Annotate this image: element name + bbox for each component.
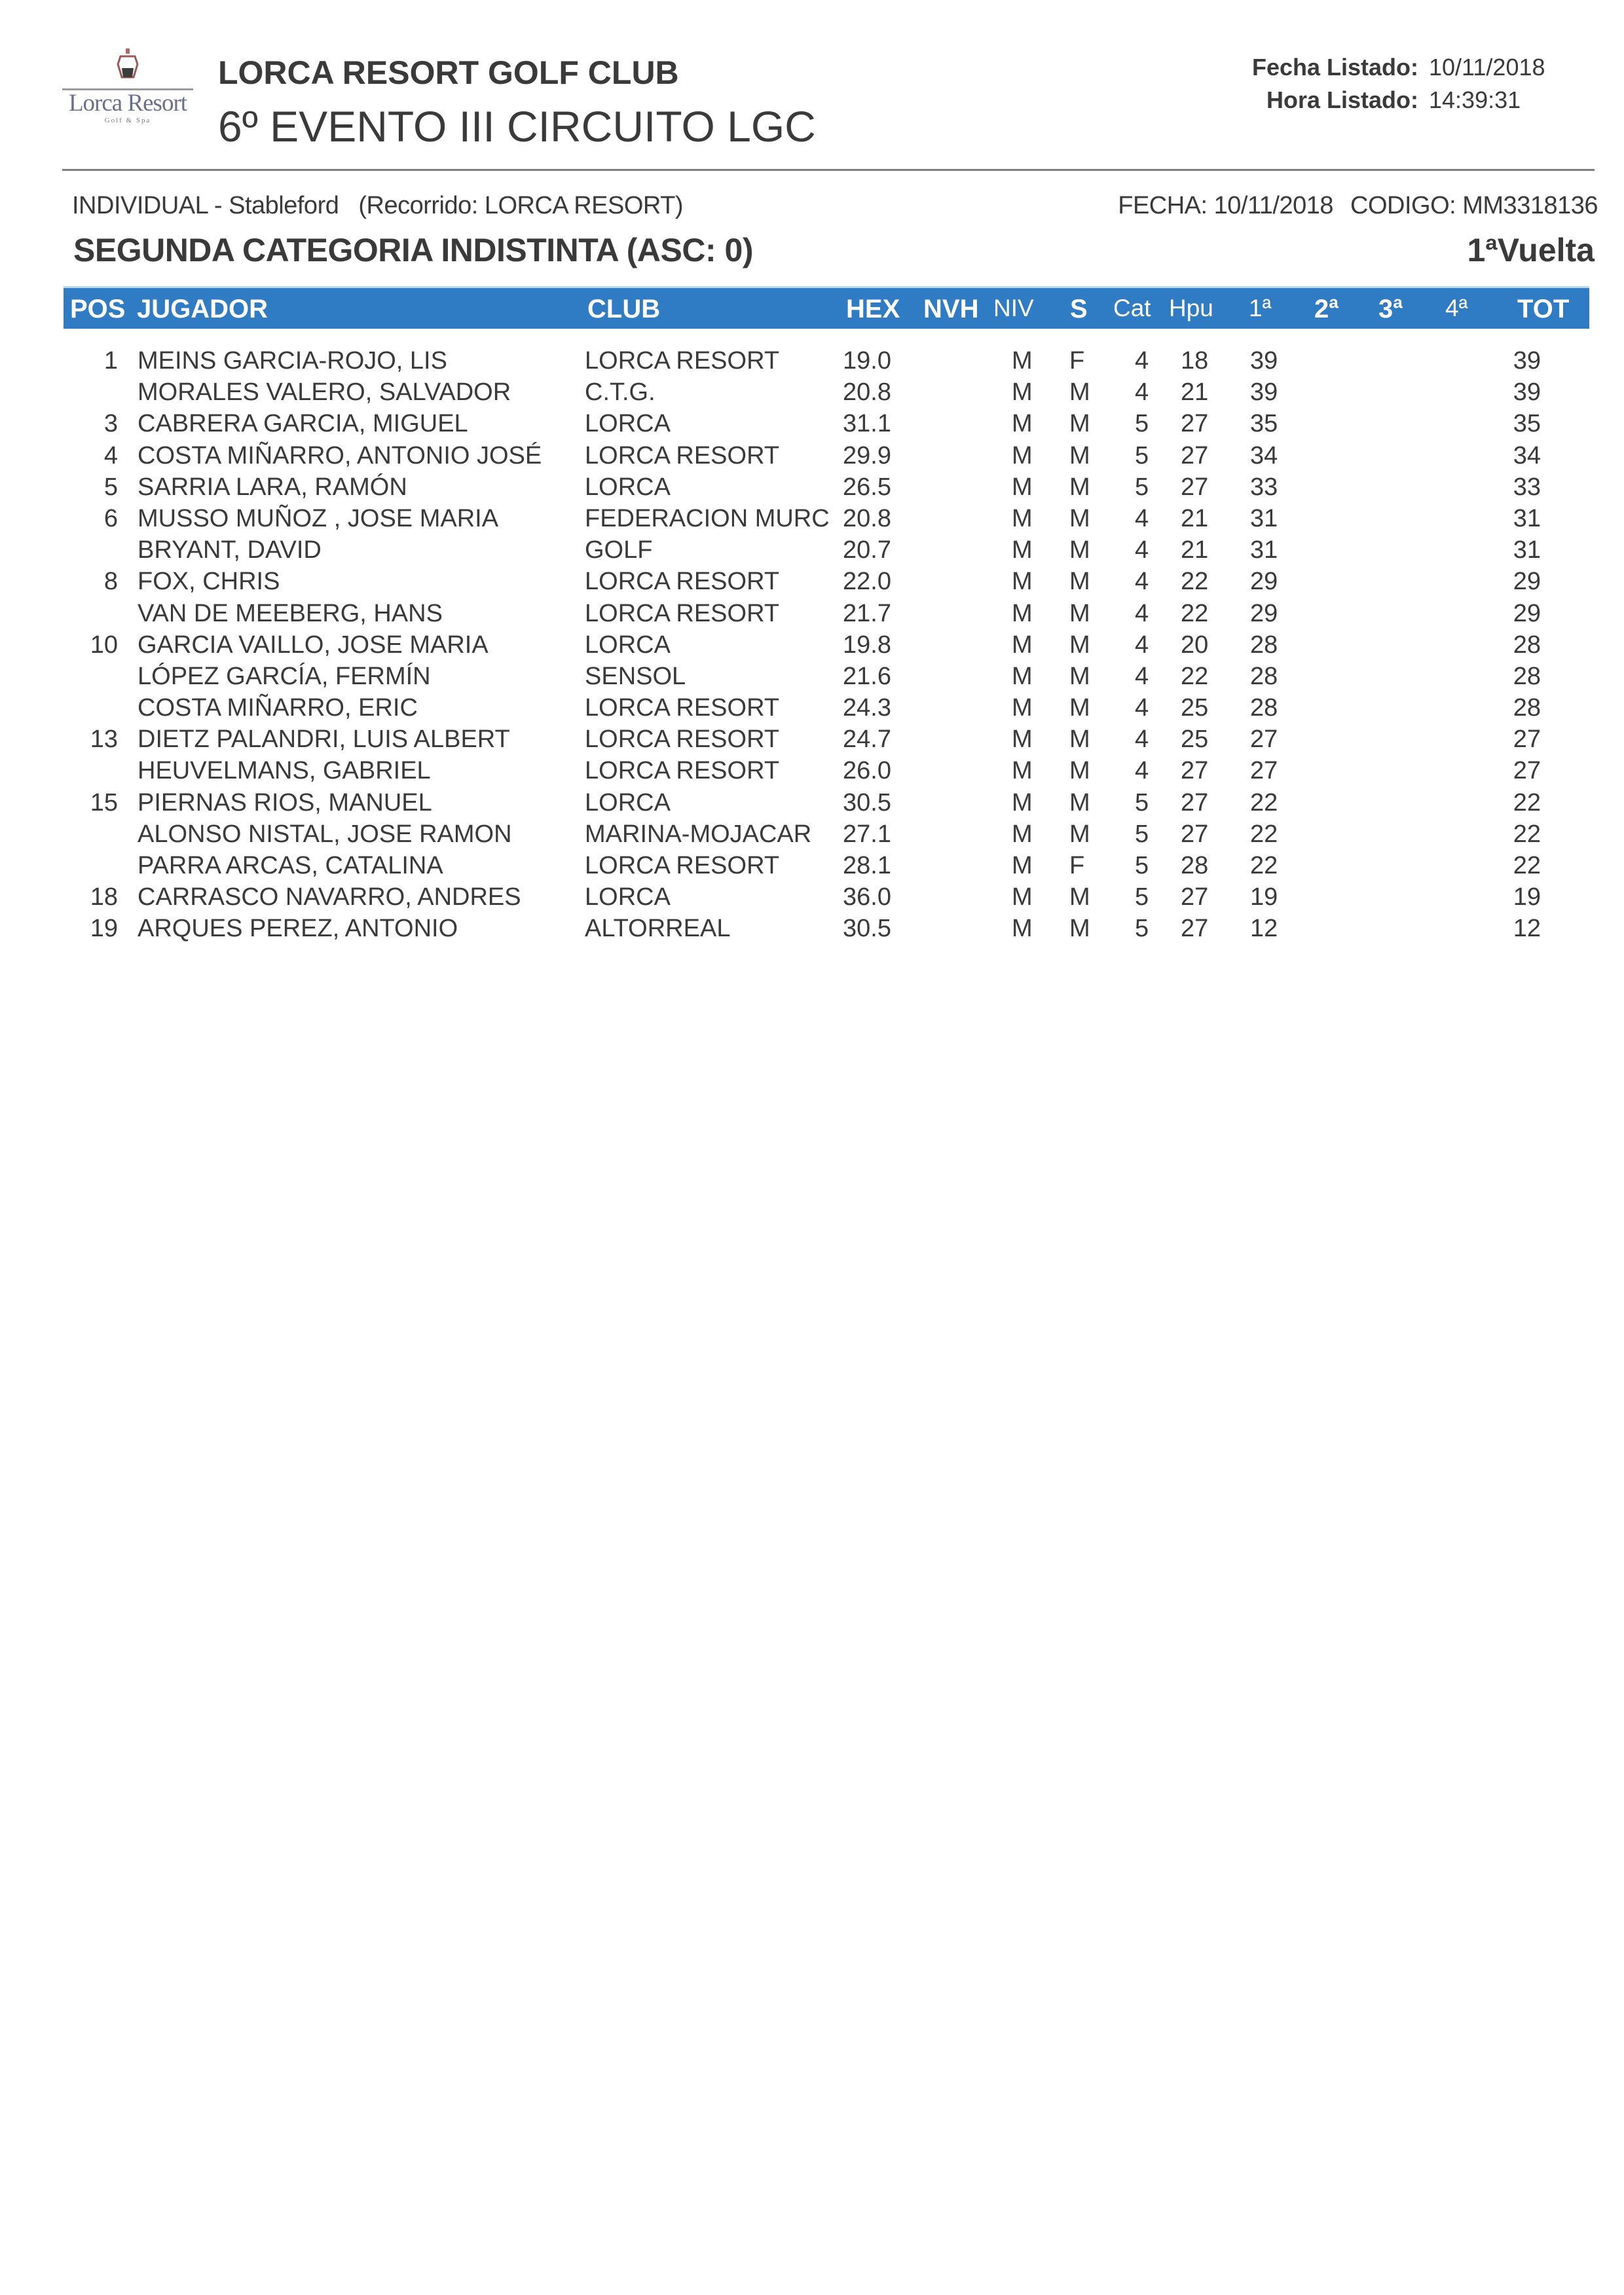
sex-cell: M <box>1069 788 1090 817</box>
total-score-cell: 27 <box>1513 757 1541 785</box>
table-row <box>0 442 1624 473</box>
listing-time-value: 14:39:31 <box>1429 86 1521 113</box>
category-cell: 4 <box>1135 568 1149 596</box>
total-score-cell: 22 <box>1513 820 1541 848</box>
sex-cell: F <box>1069 347 1085 375</box>
category-cell: 5 <box>1135 410 1149 438</box>
handicap-exact-cell: 27.1 <box>843 820 891 848</box>
club-cell: LORCA RESORT <box>585 441 780 469</box>
level-cell: M <box>1012 536 1033 564</box>
position-cell: 6 <box>103 504 118 532</box>
col-header-s: S <box>1070 295 1088 323</box>
sex-cell: M <box>1069 504 1090 532</box>
round1-score-cell: 22 <box>1250 788 1278 817</box>
total-score-cell: 28 <box>1513 694 1541 722</box>
sex-cell: M <box>1069 410 1090 438</box>
col-header-pos: POS <box>70 295 126 323</box>
total-score-cell: 12 <box>1513 915 1541 943</box>
handicap-exact-cell: 21.7 <box>843 599 891 627</box>
table-row <box>0 694 1624 725</box>
category-cell: 4 <box>1135 347 1149 375</box>
sex-cell: F <box>1069 852 1085 879</box>
category-cell: 4 <box>1135 378 1149 407</box>
sex-cell: M <box>1069 883 1090 911</box>
level-cell: M <box>1012 757 1033 785</box>
level-cell: M <box>1012 852 1033 879</box>
col-header-round3: 3ª <box>1378 295 1403 323</box>
sex-cell: M <box>1069 725 1090 754</box>
playing-handicap-cell: 27 <box>1181 410 1209 438</box>
col-header-nvh: NVH <box>923 295 979 323</box>
handicap-exact-cell: 22.0 <box>843 568 891 596</box>
col-header-hpu: Hpu <box>1169 295 1213 321</box>
playing-handicap-cell: 22 <box>1181 662 1209 690</box>
level-cell: M <box>1012 788 1033 817</box>
table-row <box>0 757 1624 788</box>
level-cell: M <box>1012 662 1033 690</box>
table-row <box>0 883 1624 915</box>
level-cell: M <box>1012 883 1033 911</box>
playing-handicap-cell: 21 <box>1181 378 1209 407</box>
sex-cell: M <box>1069 378 1090 407</box>
category-cell: 4 <box>1135 504 1149 532</box>
round1-score-cell: 31 <box>1250 536 1278 564</box>
round1-score-cell: 33 <box>1250 473 1278 501</box>
category-cell: 5 <box>1135 473 1149 501</box>
category-cell: 4 <box>1135 536 1149 564</box>
total-score-cell: 29 <box>1513 568 1541 596</box>
total-score-cell: 34 <box>1513 441 1541 469</box>
category-cell: 5 <box>1135 883 1149 911</box>
table-row <box>0 852 1624 883</box>
table-row <box>0 505 1624 536</box>
handicap-exact-cell: 21.6 <box>843 662 891 690</box>
table-row <box>0 378 1624 410</box>
competition-code: CODIGO: MM3318136 <box>1350 192 1598 219</box>
category-cell: 5 <box>1135 788 1149 817</box>
club-cell: GOLF <box>585 536 653 564</box>
total-score-cell: 33 <box>1513 473 1541 501</box>
level-cell: M <box>1012 473 1033 501</box>
table-row <box>0 725 1624 757</box>
col-header-round1: 1ª <box>1249 295 1272 321</box>
category-cell: 5 <box>1135 820 1149 848</box>
player-name-cell: BRYANT, DAVID <box>138 536 322 564</box>
table-row <box>0 473 1624 505</box>
category-title: SEGUNDA CATEGORIA INDISTINTA (ASC: 0) <box>73 232 753 268</box>
col-header-round4: 4ª <box>1445 295 1468 321</box>
player-name-cell: CABRERA GARCIA, MIGUEL <box>138 410 468 438</box>
club-cell: LORCA <box>585 410 671 438</box>
position-cell: 10 <box>90 631 118 659</box>
col-header-niv: NIV <box>993 295 1034 321</box>
total-score-cell: 39 <box>1513 378 1541 407</box>
col-header-club: CLUB <box>587 295 661 323</box>
category-cell: 4 <box>1135 757 1149 785</box>
player-name-cell: DIETZ PALANDRI, LUIS ALBERT <box>138 725 510 754</box>
handicap-exact-cell: 20.7 <box>843 536 891 564</box>
round1-score-cell: 34 <box>1250 441 1278 469</box>
playing-handicap-cell: 21 <box>1181 504 1209 532</box>
level-cell: M <box>1012 504 1033 532</box>
total-score-cell: 29 <box>1513 599 1541 627</box>
handicap-exact-cell: 20.8 <box>843 378 891 407</box>
results-table-body <box>0 347 1624 947</box>
player-name-cell: PARRA ARCAS, CATALINA <box>138 852 443 879</box>
position-cell: 4 <box>103 441 118 469</box>
position-cell: 8 <box>103 568 118 596</box>
position-cell: 15 <box>90 788 118 817</box>
playing-handicap-cell: 27 <box>1181 788 1209 817</box>
event-title: 6º EVENTO III CIRCUITO LGC <box>218 102 816 151</box>
total-score-cell: 31 <box>1513 536 1541 564</box>
competition-date-code <box>1118 192 1598 220</box>
handicap-exact-cell: 31.1 <box>843 410 891 438</box>
sex-cell: M <box>1069 441 1090 469</box>
player-name-cell: SARRIA LARA, RAMÓN <box>138 473 407 501</box>
col-header-player: JUGADOR <box>137 295 268 323</box>
table-row <box>0 568 1624 599</box>
round1-score-cell: 29 <box>1250 599 1278 627</box>
club-cell: MARINA-MOJACAR <box>585 820 812 848</box>
handicap-exact-cell: 19.8 <box>843 631 891 659</box>
total-score-cell: 27 <box>1513 725 1541 754</box>
player-name-cell: FOX, CHRIS <box>138 568 280 596</box>
table-row <box>0 347 1624 378</box>
sex-cell: M <box>1069 694 1090 722</box>
level-cell: M <box>1012 378 1033 407</box>
player-name-cell: LÓPEZ GARCÍA, FERMÍN <box>138 662 431 690</box>
listing-time-label: Hora Listado: <box>1266 86 1418 113</box>
handicap-exact-cell: 24.3 <box>843 694 891 722</box>
level-cell: M <box>1012 631 1033 659</box>
playing-handicap-cell: 27 <box>1181 820 1209 848</box>
playing-handicap-cell: 27 <box>1181 883 1209 911</box>
round1-score-cell: 27 <box>1250 725 1278 754</box>
playing-handicap-cell: 25 <box>1181 694 1209 722</box>
player-name-cell: MEINS GARCIA-ROJO, LIS <box>138 347 447 375</box>
category-cell: 5 <box>1135 852 1149 879</box>
playing-handicap-cell: 27 <box>1181 757 1209 785</box>
logo-wordmark: Lorca Resort <box>68 90 187 117</box>
round1-score-cell: 29 <box>1250 568 1278 596</box>
round1-score-cell: 19 <box>1250 883 1278 911</box>
table-row <box>0 631 1624 663</box>
player-name-cell: VAN DE MEEBERG, HANS <box>138 599 443 627</box>
sex-cell: M <box>1069 757 1090 785</box>
handicap-exact-cell: 36.0 <box>843 883 891 911</box>
table-row <box>0 410 1624 441</box>
club-cell: LORCA RESORT <box>585 568 780 596</box>
club-name: LORCA RESORT GOLF CLUB <box>218 54 679 91</box>
round1-score-cell: 12 <box>1250 915 1278 943</box>
logo-tagline: Golf & Spa <box>104 117 151 124</box>
competition-format <box>72 192 683 220</box>
table-row <box>0 600 1624 631</box>
round1-score-cell: 27 <box>1250 757 1278 785</box>
club-cell: SENSOL <box>585 662 686 690</box>
player-name-cell: HEUVELMANS, GABRIEL <box>138 757 431 785</box>
col-header-cat: Cat <box>1113 295 1151 321</box>
player-name-cell: MUSSO MUÑOZ , JOSE MARIA <box>138 504 499 532</box>
player-name-cell: GARCIA VAILLO, JOSE MARIA <box>138 631 489 659</box>
total-score-cell: 19 <box>1513 883 1541 911</box>
round1-score-cell: 39 <box>1250 347 1278 375</box>
course-text: (Recorrido: LORCA RESORT) <box>358 192 684 219</box>
category-cell: 4 <box>1135 725 1149 754</box>
player-name-cell: CARRASCO NAVARRO, ANDRES <box>138 883 521 911</box>
playing-handicap-cell: 21 <box>1181 536 1209 564</box>
round1-score-cell: 22 <box>1250 852 1278 879</box>
listing-info <box>1252 51 1572 117</box>
table-row <box>0 789 1624 820</box>
col-header-hex: HEX <box>846 295 900 323</box>
sex-cell: M <box>1069 599 1090 627</box>
sex-cell: M <box>1069 473 1090 501</box>
club-cell: LORCA <box>585 631 671 659</box>
playing-handicap-cell: 28 <box>1181 852 1209 879</box>
position-cell: 13 <box>90 725 118 754</box>
club-cell: LORCA RESORT <box>585 725 780 754</box>
round1-score-cell: 39 <box>1250 378 1278 407</box>
playing-handicap-cell: 25 <box>1181 725 1209 754</box>
club-cell: ALTORREAL <box>585 915 731 943</box>
round1-score-cell: 28 <box>1250 631 1278 659</box>
col-header-total: TOT <box>1517 295 1570 323</box>
handicap-exact-cell: 26.5 <box>843 473 891 501</box>
club-cell: LORCA RESORT <box>585 852 780 879</box>
total-score-cell: 28 <box>1513 631 1541 659</box>
category-cell: 5 <box>1135 441 1149 469</box>
club-cell: LORCA <box>585 883 671 911</box>
total-score-cell: 31 <box>1513 504 1541 532</box>
handicap-exact-cell: 28.1 <box>843 852 891 879</box>
player-name-cell: ALONSO NISTAL, JOSE RAMON <box>138 820 512 848</box>
club-cell: LORCA RESORT <box>585 347 780 375</box>
position-cell: 19 <box>90 915 118 943</box>
listing-date-label: Fecha Listado: <box>1251 54 1418 81</box>
club-cell: LORCA RESORT <box>585 599 780 627</box>
sex-cell: M <box>1069 536 1090 564</box>
playing-handicap-cell: 18 <box>1181 347 1209 375</box>
round1-score-cell: 28 <box>1250 694 1278 722</box>
round1-score-cell: 35 <box>1250 410 1278 438</box>
listing-time-row <box>1252 84 1572 117</box>
level-cell: M <box>1012 410 1033 438</box>
playing-handicap-cell: 27 <box>1181 441 1209 469</box>
position-cell: 1 <box>103 347 118 375</box>
player-name-cell: PIERNAS RIOS, MANUEL <box>138 788 432 817</box>
tower-icon <box>111 48 144 81</box>
club-cell: LORCA <box>585 473 671 501</box>
player-name-cell: ARQUES PEREZ, ANTONIO <box>138 915 458 943</box>
position-cell: 18 <box>90 883 118 911</box>
player-name-cell: COSTA MIÑARRO, ANTONIO JOSÉ <box>138 441 542 469</box>
category-cell: 4 <box>1135 694 1149 722</box>
handicap-exact-cell: 30.5 <box>843 788 891 817</box>
level-cell: M <box>1012 694 1033 722</box>
results-table-header <box>64 288 1589 329</box>
listing-date-value: 10/11/2018 <box>1429 54 1545 81</box>
playing-handicap-cell: 27 <box>1181 915 1209 943</box>
club-cell: LORCA RESORT <box>585 757 780 785</box>
category-cell: 4 <box>1135 662 1149 690</box>
handicap-exact-cell: 19.0 <box>843 347 891 375</box>
level-cell: M <box>1012 599 1033 627</box>
handicap-exact-cell: 20.8 <box>843 504 891 532</box>
total-score-cell: 35 <box>1513 410 1541 438</box>
club-logo <box>62 46 193 124</box>
total-score-cell: 39 <box>1513 347 1541 375</box>
club-cell: C.T.G. <box>585 378 655 407</box>
sex-cell: M <box>1069 662 1090 690</box>
round-label: 1ªVuelta <box>1467 232 1595 268</box>
table-row <box>0 820 1624 852</box>
handicap-exact-cell: 29.9 <box>843 441 891 469</box>
format-text: INDIVIDUAL - Stableford <box>72 192 339 219</box>
table-row <box>0 915 1624 946</box>
playing-handicap-cell: 22 <box>1181 568 1209 596</box>
club-cell: LORCA <box>585 788 671 817</box>
level-cell: M <box>1012 347 1033 375</box>
level-cell: M <box>1012 820 1033 848</box>
player-name-cell: MORALES VALERO, SALVADOR <box>138 378 511 407</box>
col-header-round2: 2ª <box>1314 295 1339 323</box>
handicap-exact-cell: 26.0 <box>843 757 891 785</box>
round1-score-cell: 31 <box>1250 504 1278 532</box>
playing-handicap-cell: 27 <box>1181 473 1209 501</box>
position-cell: 3 <box>103 410 118 438</box>
playing-handicap-cell: 22 <box>1181 599 1209 627</box>
player-name-cell: COSTA MIÑARRO, ERIC <box>138 694 418 722</box>
playing-handicap-cell: 20 <box>1181 631 1209 659</box>
handicap-exact-cell: 30.5 <box>843 915 891 943</box>
round1-score-cell: 28 <box>1250 662 1278 690</box>
level-cell: M <box>1012 441 1033 469</box>
sex-cell: M <box>1069 631 1090 659</box>
level-cell: M <box>1012 568 1033 596</box>
header-divider <box>62 169 1595 171</box>
category-cell: 4 <box>1135 631 1149 659</box>
table-row <box>0 536 1624 568</box>
table-row <box>0 663 1624 694</box>
sex-cell: M <box>1069 568 1090 596</box>
club-cell: LORCA RESORT <box>585 694 780 722</box>
competition-date: FECHA: 10/11/2018 <box>1118 192 1334 219</box>
level-cell: M <box>1012 725 1033 754</box>
round1-score-cell: 22 <box>1250 820 1278 848</box>
listing-date-row <box>1252 51 1572 84</box>
position-cell: 5 <box>103 473 118 501</box>
handicap-exact-cell: 24.7 <box>843 725 891 754</box>
category-cell: 4 <box>1135 599 1149 627</box>
total-score-cell: 22 <box>1513 852 1541 879</box>
total-score-cell: 28 <box>1513 662 1541 690</box>
level-cell: M <box>1012 915 1033 943</box>
sex-cell: M <box>1069 820 1090 848</box>
club-cell: FEDERACION MURC <box>585 504 830 532</box>
category-cell: 5 <box>1135 915 1149 943</box>
sex-cell: M <box>1069 915 1090 943</box>
total-score-cell: 22 <box>1513 788 1541 817</box>
